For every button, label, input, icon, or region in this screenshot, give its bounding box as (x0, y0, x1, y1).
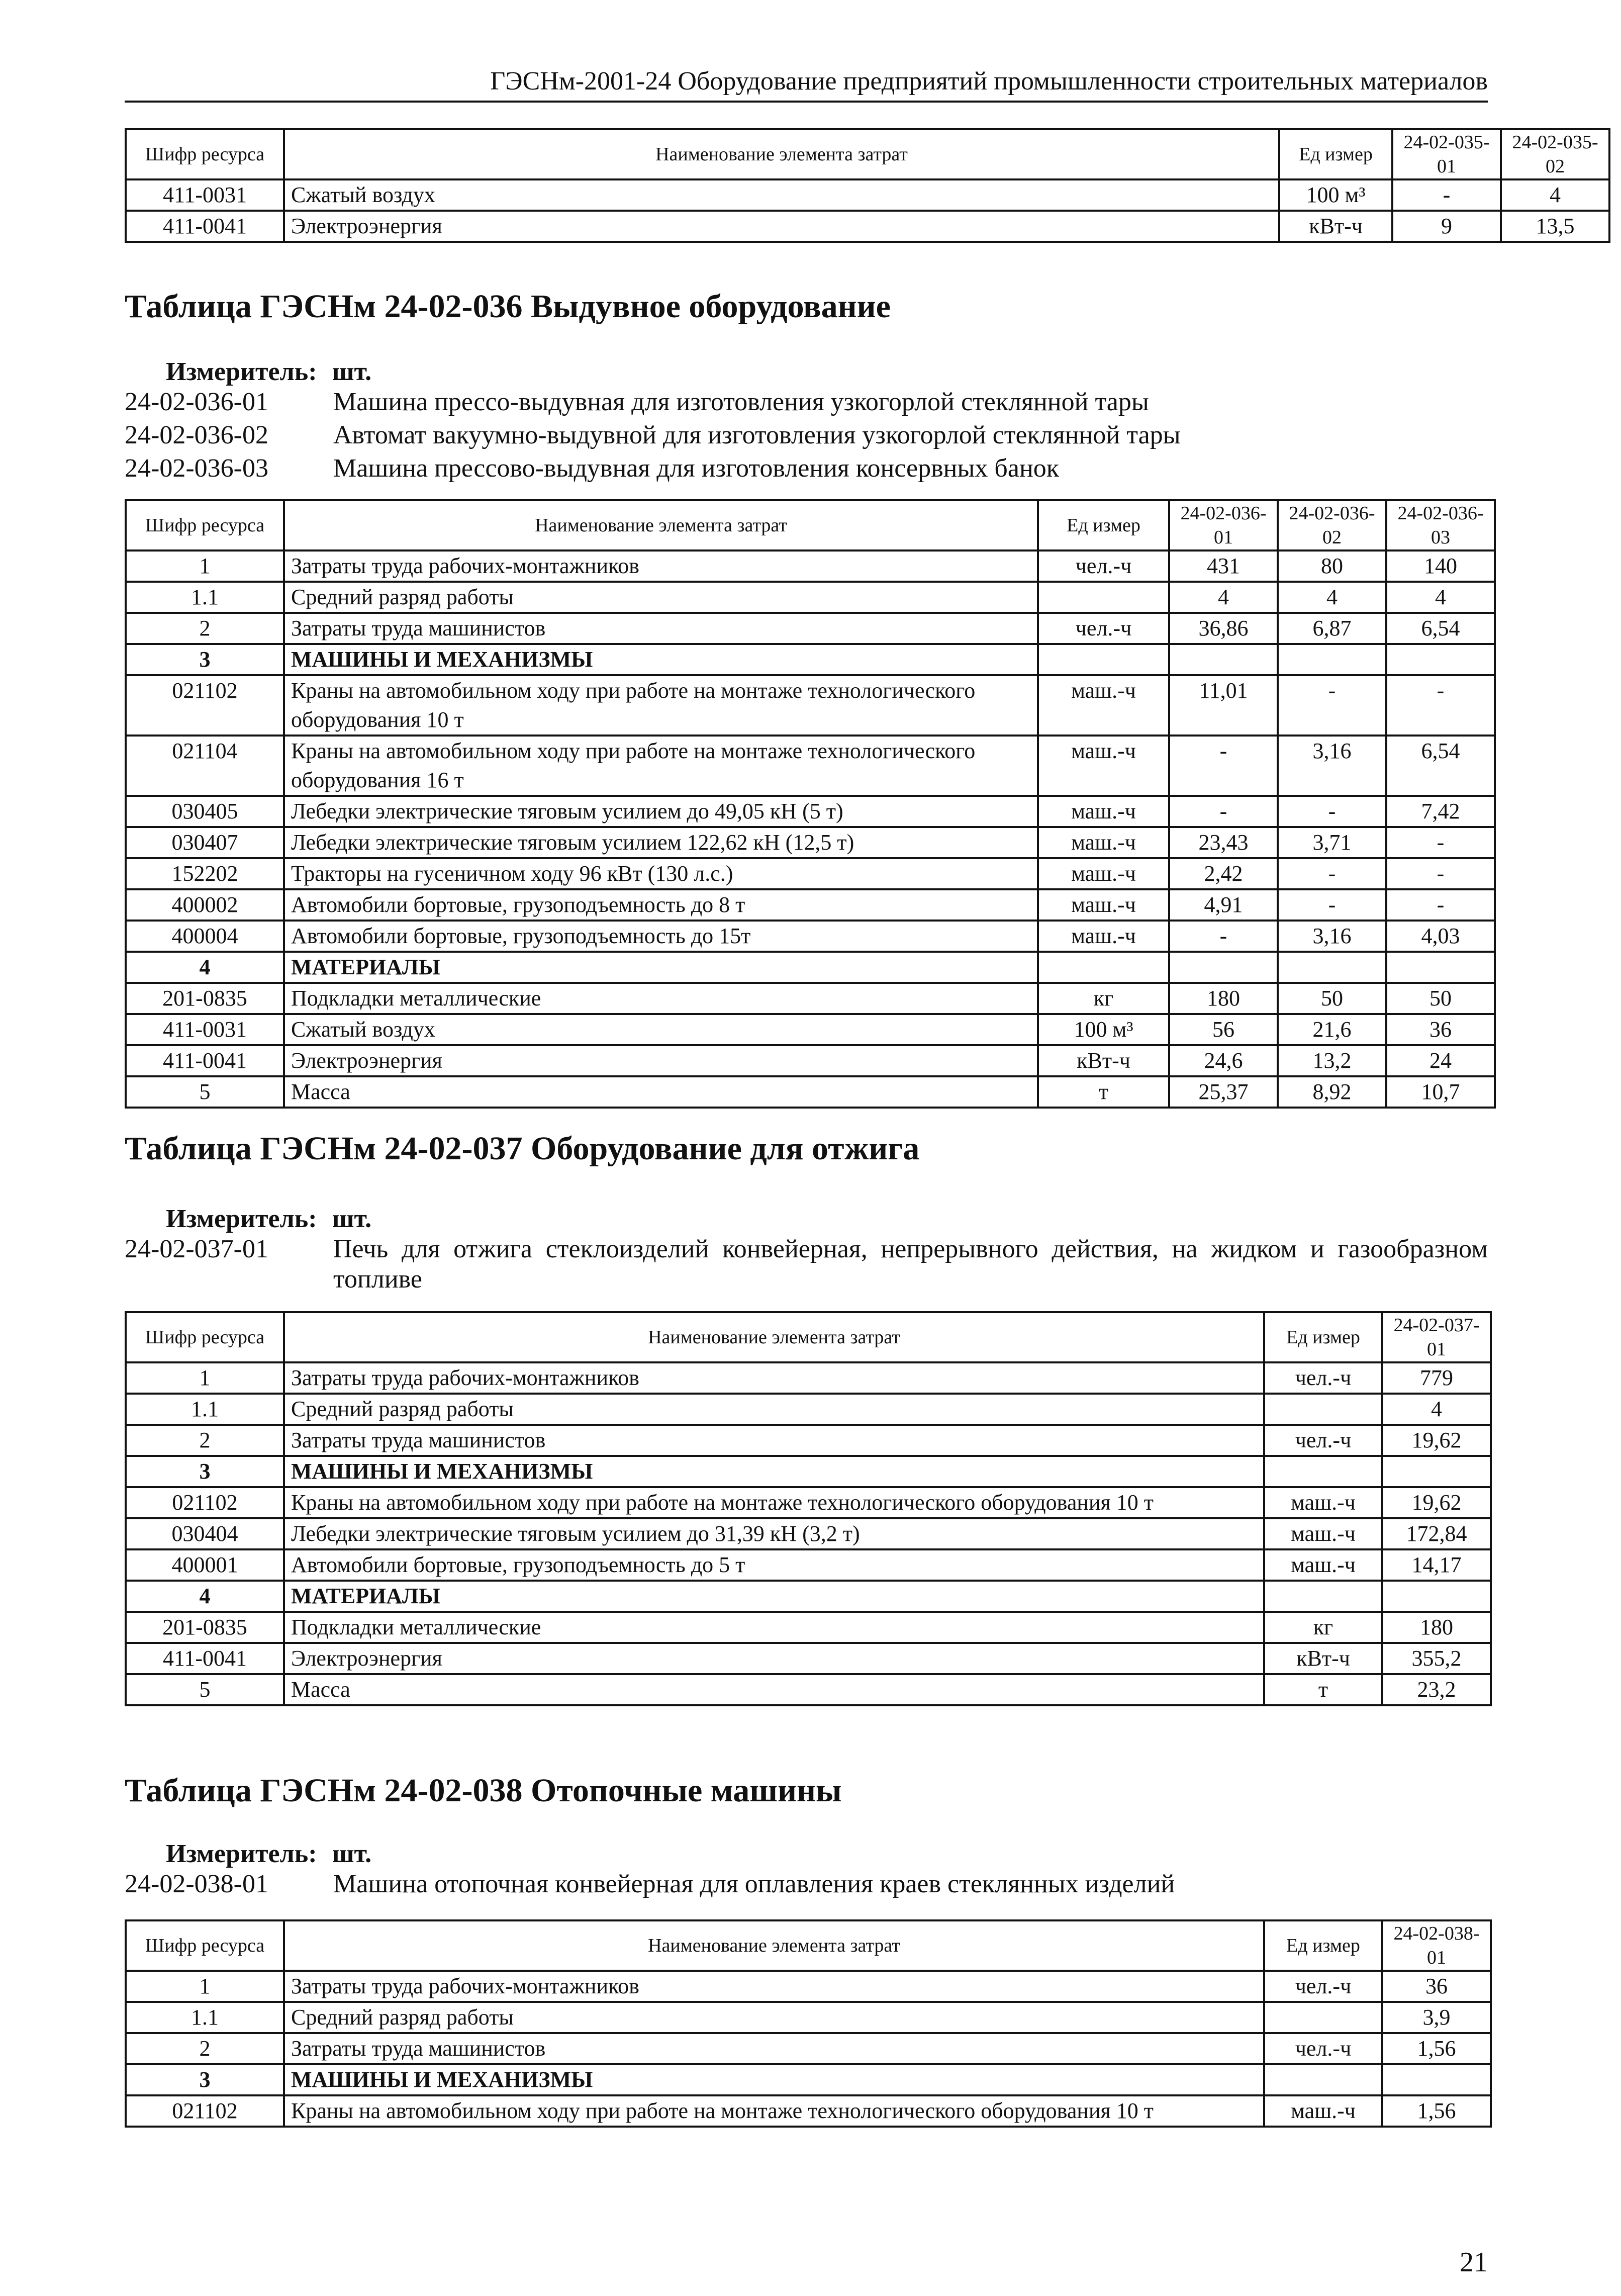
value-cell: 3,9 (1382, 2002, 1491, 2033)
table-row (126, 1045, 1495, 1076)
table-row (126, 550, 1495, 582)
value-cell: 80 (1278, 550, 1386, 582)
value-cell: - (1386, 858, 1495, 889)
column-header: 24-02-035-02 (1501, 129, 1609, 179)
cost-name-cell: Краны на автомобильном ходу при работе на монтаже технологического оборудования 10 т (284, 1487, 1264, 1518)
value-cell: 21,6 (1278, 1014, 1386, 1045)
value-cell: 1,56 (1382, 2095, 1491, 2127)
resource-code-cell: 030407 (126, 827, 284, 858)
value-cell: 180 (1382, 1612, 1491, 1643)
column-header: 24-02-038-01 (1382, 1920, 1491, 1971)
item-code: 24-02-036-02 (125, 421, 268, 449)
resource-code-cell: 1 (126, 1362, 284, 1394)
cost-name-cell: МАТЕРИАЛЫ (284, 1581, 1264, 1612)
item-code: 24-02-038-01 (125, 1870, 268, 1898)
value-cell: 14,17 (1382, 1549, 1491, 1581)
cost-name-cell: МАШИНЫ И МЕХАНИЗМЫ (284, 2064, 1264, 2095)
table-row (126, 1518, 1491, 1549)
table-row (126, 2095, 1491, 2127)
cost-name-cell: Автомобили бортовые, грузоподъемность до 8 т (284, 889, 1038, 921)
table-035 (125, 128, 1610, 243)
unit-cell (1264, 1456, 1382, 1487)
value-cell: - (1169, 736, 1278, 796)
unit-cell (1264, 1394, 1382, 1425)
value-cell (1386, 952, 1495, 983)
unit-cell: т (1264, 1674, 1382, 1705)
cost-name-cell: Средний разряд работы (284, 2002, 1264, 2033)
cost-name-cell: Сжатый воздух (284, 179, 1279, 211)
resource-code-cell: 5 (126, 1674, 284, 1705)
cost-name-cell: Сжатый воздух (284, 1014, 1038, 1045)
unit-cell: маш.-ч (1264, 1487, 1382, 1518)
value-cell: 24 (1386, 1045, 1495, 1076)
resource-code-cell: 411-0041 (126, 1643, 284, 1674)
cost-name-cell: Затраты труда машинистов (284, 1425, 1264, 1456)
column-header: Шифр ресурса (126, 1312, 284, 1362)
value-cell: 4,03 (1386, 921, 1495, 952)
unit-cell: 100 м³ (1279, 179, 1392, 211)
cost-name-cell: Тракторы на гусеничном ходу 96 кВт (130 л.с.) (284, 858, 1038, 889)
value-cell (1169, 644, 1278, 675)
column-header: Ед измер (1279, 129, 1392, 179)
item-description: Машина отопочная конвейерная для оплавления краев стеклянных изделий (333, 1870, 1175, 1898)
table-row (126, 2002, 1491, 2033)
resource-code-cell: 3 (126, 1456, 284, 1487)
resource-code-cell: 4 (126, 1581, 284, 1612)
unit-cell (1038, 952, 1169, 983)
table-row (126, 179, 1609, 211)
item-description: Машина прессово-выдувная для изготовления консервных банок (333, 454, 1060, 483)
cost-name-cell: Электроэнергия (284, 211, 1279, 242)
resource-code-cell: 021102 (126, 2095, 284, 2127)
table-row (126, 858, 1495, 889)
measure-value: шт. (332, 357, 372, 386)
unit-cell: маш.-ч (1038, 736, 1169, 796)
table-header-row (126, 1312, 1491, 1362)
cost-name-cell: Лебедки электрические тяговым усилием до 49,05 кН (5 т) (284, 796, 1038, 827)
cost-name-cell: Масса (284, 1674, 1264, 1705)
value-cell: 2,42 (1169, 858, 1278, 889)
value-cell: 6,54 (1386, 613, 1495, 644)
unit-cell: 100 м³ (1038, 1014, 1169, 1045)
cost-name-cell: МАШИНЫ И МЕХАНИЗМЫ (284, 1456, 1264, 1487)
value-cell: 140 (1386, 550, 1495, 582)
resource-code-cell: 030405 (126, 796, 284, 827)
value-cell: 172,84 (1382, 1518, 1491, 1549)
item-description: Автомат вакуумно-выдувной для изготовления узкогорлой стеклянной тары (333, 421, 1181, 449)
unit-cell: чел.-ч (1264, 1971, 1382, 2002)
page-number: 21 (1460, 2247, 1488, 2278)
item-description: Печь для отжига стеклоизделий конвейерная, непрерывного действия, на жидком и газообразном топливе (333, 1235, 1488, 1294)
unit-cell: кВт-ч (1038, 1045, 1169, 1076)
section-row (126, 1581, 1491, 1612)
unit-cell: маш.-ч (1264, 1518, 1382, 1549)
unit-cell: маш.-ч (1264, 1549, 1382, 1581)
table-row (126, 1076, 1495, 1108)
value-cell: 4 (1278, 582, 1386, 613)
table-row (126, 613, 1495, 644)
value-cell: 24,6 (1169, 1045, 1278, 1076)
unit-cell (1264, 1581, 1382, 1612)
header-rule (125, 101, 1488, 103)
value-cell: 50 (1278, 983, 1386, 1014)
measure-label: Измеритель: (166, 1840, 317, 1868)
table-row (126, 796, 1495, 827)
resource-code-cell: 3 (126, 2064, 284, 2095)
unit-cell (1264, 2064, 1382, 2095)
cost-name-cell: Затраты труда рабочих-монтажников (284, 550, 1038, 582)
unit-cell: маш.-ч (1038, 827, 1169, 858)
resource-code-cell: 1 (126, 1971, 284, 2002)
value-cell: 36 (1382, 1971, 1491, 2002)
table-row (126, 582, 1495, 613)
page-header: ГЭСНм-2001-24 Оборудование предприятий промышленности строительных материалов (490, 67, 1488, 96)
value-cell: 3,71 (1278, 827, 1386, 858)
value-cell: 4 (1169, 582, 1278, 613)
resource-code-cell: 411-0041 (126, 211, 284, 242)
section-row (126, 1456, 1491, 1487)
item-row (125, 1869, 1488, 1899)
cost-name-cell: Подкладки металлические (284, 983, 1038, 1014)
cost-name-cell: Лебедки электрические тяговым усилием 122,62 кН (12,5 т) (284, 827, 1038, 858)
cost-name-cell: Краны на автомобильном ходу при работе на монтаже технологического оборудования 10 т (284, 2095, 1264, 2127)
measure-value: шт. (332, 1205, 372, 1233)
item-code: 24-02-037-01 (125, 1235, 268, 1263)
table-header-row (126, 1920, 1491, 1971)
value-cell: 1,56 (1382, 2033, 1491, 2064)
value-cell: 10,7 (1386, 1076, 1495, 1108)
value-cell: 11,01 (1169, 675, 1278, 736)
cost-name-cell: Затраты труда рабочих-монтажников (284, 1362, 1264, 1394)
value-cell: - (1278, 889, 1386, 921)
value-cell: - (1278, 858, 1386, 889)
resource-code-cell: 152202 (126, 858, 284, 889)
table-row (126, 1362, 1491, 1394)
resource-code-cell: 3 (126, 644, 284, 675)
unit-cell: маш.-ч (1038, 889, 1169, 921)
measure-036 (166, 357, 371, 387)
item-row (125, 420, 1488, 450)
value-cell (1386, 644, 1495, 675)
table-row (126, 675, 1495, 736)
column-header: Шифр ресурса (126, 500, 284, 550)
section-title-037: Таблица ГЭСНм 24-02-037 Оборудование для отжига (125, 1130, 920, 1167)
cost-name-cell: Подкладки металлические (284, 1612, 1264, 1643)
value-cell: 355,2 (1382, 1643, 1491, 1674)
column-header: Ед измер (1264, 1920, 1382, 1971)
resource-code-cell: 021102 (126, 675, 284, 736)
value-cell: - (1169, 796, 1278, 827)
measure-value: шт. (332, 1840, 372, 1868)
value-cell: 19,62 (1382, 1487, 1491, 1518)
resource-code-cell: 1 (126, 550, 284, 582)
column-header: Наименование элемента затрат (284, 129, 1279, 179)
value-cell: 8,92 (1278, 1076, 1386, 1108)
column-header: 24-02-036-03 (1386, 500, 1495, 550)
unit-cell: кВт-ч (1264, 1643, 1382, 1674)
table-row (126, 1394, 1491, 1425)
value-cell: 7,42 (1386, 796, 1495, 827)
cost-name-cell: Автомобили бортовые, грузоподъемность до 15т (284, 921, 1038, 952)
value-cell: 431 (1169, 550, 1278, 582)
unit-cell: чел.-ч (1038, 550, 1169, 582)
cost-name-cell: Затраты труда машинистов (284, 2033, 1264, 2064)
value-cell (1382, 1581, 1491, 1612)
value-cell: 4 (1382, 1394, 1491, 1425)
unit-cell: чел.-ч (1264, 2033, 1382, 2064)
table-037 (125, 1311, 1492, 1706)
unit-cell: маш.-ч (1038, 796, 1169, 827)
resource-code-cell: 5 (126, 1076, 284, 1108)
resource-code-cell: 030404 (126, 1518, 284, 1549)
cost-name-cell: Электроэнергия (284, 1643, 1264, 1674)
value-cell: - (1278, 796, 1386, 827)
resource-code-cell: 400001 (126, 1549, 284, 1581)
value-cell: 23,2 (1382, 1674, 1491, 1705)
cost-name-cell: Краны на автомобильном ходу при работе на монтаже технологического оборудования 10 т (284, 675, 1038, 736)
cost-name-cell: Краны на автомобильном ходу при работе на монтаже технологического оборудования 16 т (284, 736, 1038, 796)
value-cell: 6,54 (1386, 736, 1495, 796)
value-cell (1278, 644, 1386, 675)
resource-code-cell: 1.1 (126, 2002, 284, 2033)
value-cell: 3,16 (1278, 921, 1386, 952)
value-cell: 4 (1386, 582, 1495, 613)
value-cell (1382, 2064, 1491, 2095)
cost-name-cell: МАШИНЫ И МЕХАНИЗМЫ (284, 644, 1038, 675)
unit-cell: кг (1038, 983, 1169, 1014)
value-cell: 25,37 (1169, 1076, 1278, 1108)
cost-name-cell: Электроэнергия (284, 1045, 1038, 1076)
resource-code-cell: 411-0031 (126, 1014, 284, 1045)
section-row (126, 2064, 1491, 2095)
value-cell: 6,87 (1278, 613, 1386, 644)
value-cell: - (1386, 889, 1495, 921)
resource-code-cell: 411-0031 (126, 179, 284, 211)
value-cell: 56 (1169, 1014, 1278, 1045)
table-row (126, 921, 1495, 952)
item-row (125, 1234, 1488, 1295)
value-cell: - (1278, 675, 1386, 736)
resource-code-cell: 201-0835 (126, 983, 284, 1014)
column-header: Шифр ресурса (126, 129, 284, 179)
resource-code-cell: 411-0041 (126, 1045, 284, 1076)
column-header: Наименование элемента затрат (284, 1920, 1264, 1971)
value-cell: 36,86 (1169, 613, 1278, 644)
column-header: Ед измер (1038, 500, 1169, 550)
unit-cell: кг (1264, 1612, 1382, 1643)
resource-code-cell: 2 (126, 1425, 284, 1456)
value-cell: 4,91 (1169, 889, 1278, 921)
value-cell: 50 (1386, 983, 1495, 1014)
resource-code-cell: 400002 (126, 889, 284, 921)
resource-code-cell: 021102 (126, 1487, 284, 1518)
value-cell: 13,5 (1501, 211, 1609, 242)
value-cell: - (1392, 179, 1501, 211)
unit-cell: кВт-ч (1279, 211, 1392, 242)
column-header: Ед измер (1264, 1312, 1382, 1362)
item-row (125, 453, 1488, 484)
value-cell: 3,16 (1278, 736, 1386, 796)
resource-code-cell: 2 (126, 613, 284, 644)
table-row (126, 1014, 1495, 1045)
resource-code-cell: 021104 (126, 736, 284, 796)
unit-cell: чел.-ч (1038, 613, 1169, 644)
value-cell: 13,2 (1278, 1045, 1386, 1076)
item-row (125, 387, 1488, 417)
measure-038 (166, 1839, 371, 1869)
table-row (126, 2033, 1491, 2064)
value-cell (1382, 1456, 1491, 1487)
table-row (126, 1971, 1491, 2002)
unit-cell: маш.-ч (1038, 675, 1169, 736)
cost-name-cell: Автомобили бортовые, грузоподъемность до 5 т (284, 1549, 1264, 1581)
unit-cell: чел.-ч (1264, 1425, 1382, 1456)
unit-cell: маш.-ч (1038, 858, 1169, 889)
table-row (126, 1674, 1491, 1705)
column-header: 24-02-035-01 (1392, 129, 1501, 179)
value-cell: 4 (1501, 179, 1609, 211)
unit-cell (1264, 2002, 1382, 2033)
unit-cell (1038, 644, 1169, 675)
value-cell (1169, 952, 1278, 983)
value-cell: 779 (1382, 1362, 1491, 1394)
unit-cell: маш.-ч (1038, 921, 1169, 952)
measure-label: Измеритель: (166, 1205, 317, 1233)
cost-name-cell: Средний разряд работы (284, 1394, 1264, 1425)
table-row (126, 736, 1495, 796)
section-title-038: Таблица ГЭСНм 24-02-038 Отопочные машины (125, 1772, 842, 1809)
section-title-036: Таблица ГЭСНм 24-02-036 Выдувное оборудование (125, 288, 891, 325)
item-description: Машина прессо-выдувная для изготовления узкогорлой стеклянной тары (333, 388, 1149, 416)
item-code: 24-02-036-01 (125, 388, 268, 416)
section-row (126, 952, 1495, 983)
resource-code-cell: 400004 (126, 921, 284, 952)
measure-037 (166, 1204, 371, 1234)
column-header: Шифр ресурса (126, 1920, 284, 1971)
cost-name-cell: Масса (284, 1076, 1038, 1108)
column-header: 24-02-036-01 (1169, 500, 1278, 550)
unit-cell: маш.-ч (1264, 2095, 1382, 2127)
unit-cell (1038, 582, 1169, 613)
table-header-row (126, 129, 1609, 179)
value-cell (1278, 952, 1386, 983)
table-header-row (126, 500, 1495, 550)
table-row (126, 889, 1495, 921)
value-cell: 23,43 (1169, 827, 1278, 858)
table-row (126, 1487, 1491, 1518)
column-header: Наименование элемента затрат (284, 1312, 1264, 1362)
table-row (126, 211, 1609, 242)
table-row (126, 983, 1495, 1014)
resource-code-cell: 2 (126, 2033, 284, 2064)
table-row (126, 1549, 1491, 1581)
table-036 (125, 499, 1496, 1109)
value-cell: 36 (1386, 1014, 1495, 1045)
table-038 (125, 1919, 1492, 2128)
table-row (126, 1643, 1491, 1674)
cost-name-cell: Лебедки электрические тяговым усилием до 31,39 кН (3,2 т) (284, 1518, 1264, 1549)
value-cell: 19,62 (1382, 1425, 1491, 1456)
value-cell: 9 (1392, 211, 1501, 242)
cost-name-cell: Затраты труда рабочих-монтажников (284, 1971, 1264, 2002)
resource-code-cell: 4 (126, 952, 284, 983)
cost-name-cell: Затраты труда машинистов (284, 613, 1038, 644)
resource-code-cell: 201-0835 (126, 1612, 284, 1643)
cost-name-cell: МАТЕРИАЛЫ (284, 952, 1038, 983)
column-header: 24-02-037-01 (1382, 1312, 1491, 1362)
resource-code-cell: 1.1 (126, 582, 284, 613)
column-header: Наименование элемента затрат (284, 500, 1038, 550)
unit-cell: чел.-ч (1264, 1362, 1382, 1394)
table-row (126, 1612, 1491, 1643)
value-cell: - (1169, 921, 1278, 952)
cost-name-cell: Средний разряд работы (284, 582, 1038, 613)
value-cell: - (1386, 675, 1495, 736)
column-header: 24-02-036-02 (1278, 500, 1386, 550)
section-row (126, 644, 1495, 675)
value-cell: 180 (1169, 983, 1278, 1014)
measure-label: Измеритель: (166, 357, 317, 386)
unit-cell: т (1038, 1076, 1169, 1108)
item-code: 24-02-036-03 (125, 454, 268, 483)
value-cell: - (1386, 827, 1495, 858)
resource-code-cell: 1.1 (126, 1394, 284, 1425)
table-row (126, 1425, 1491, 1456)
table-row (126, 827, 1495, 858)
